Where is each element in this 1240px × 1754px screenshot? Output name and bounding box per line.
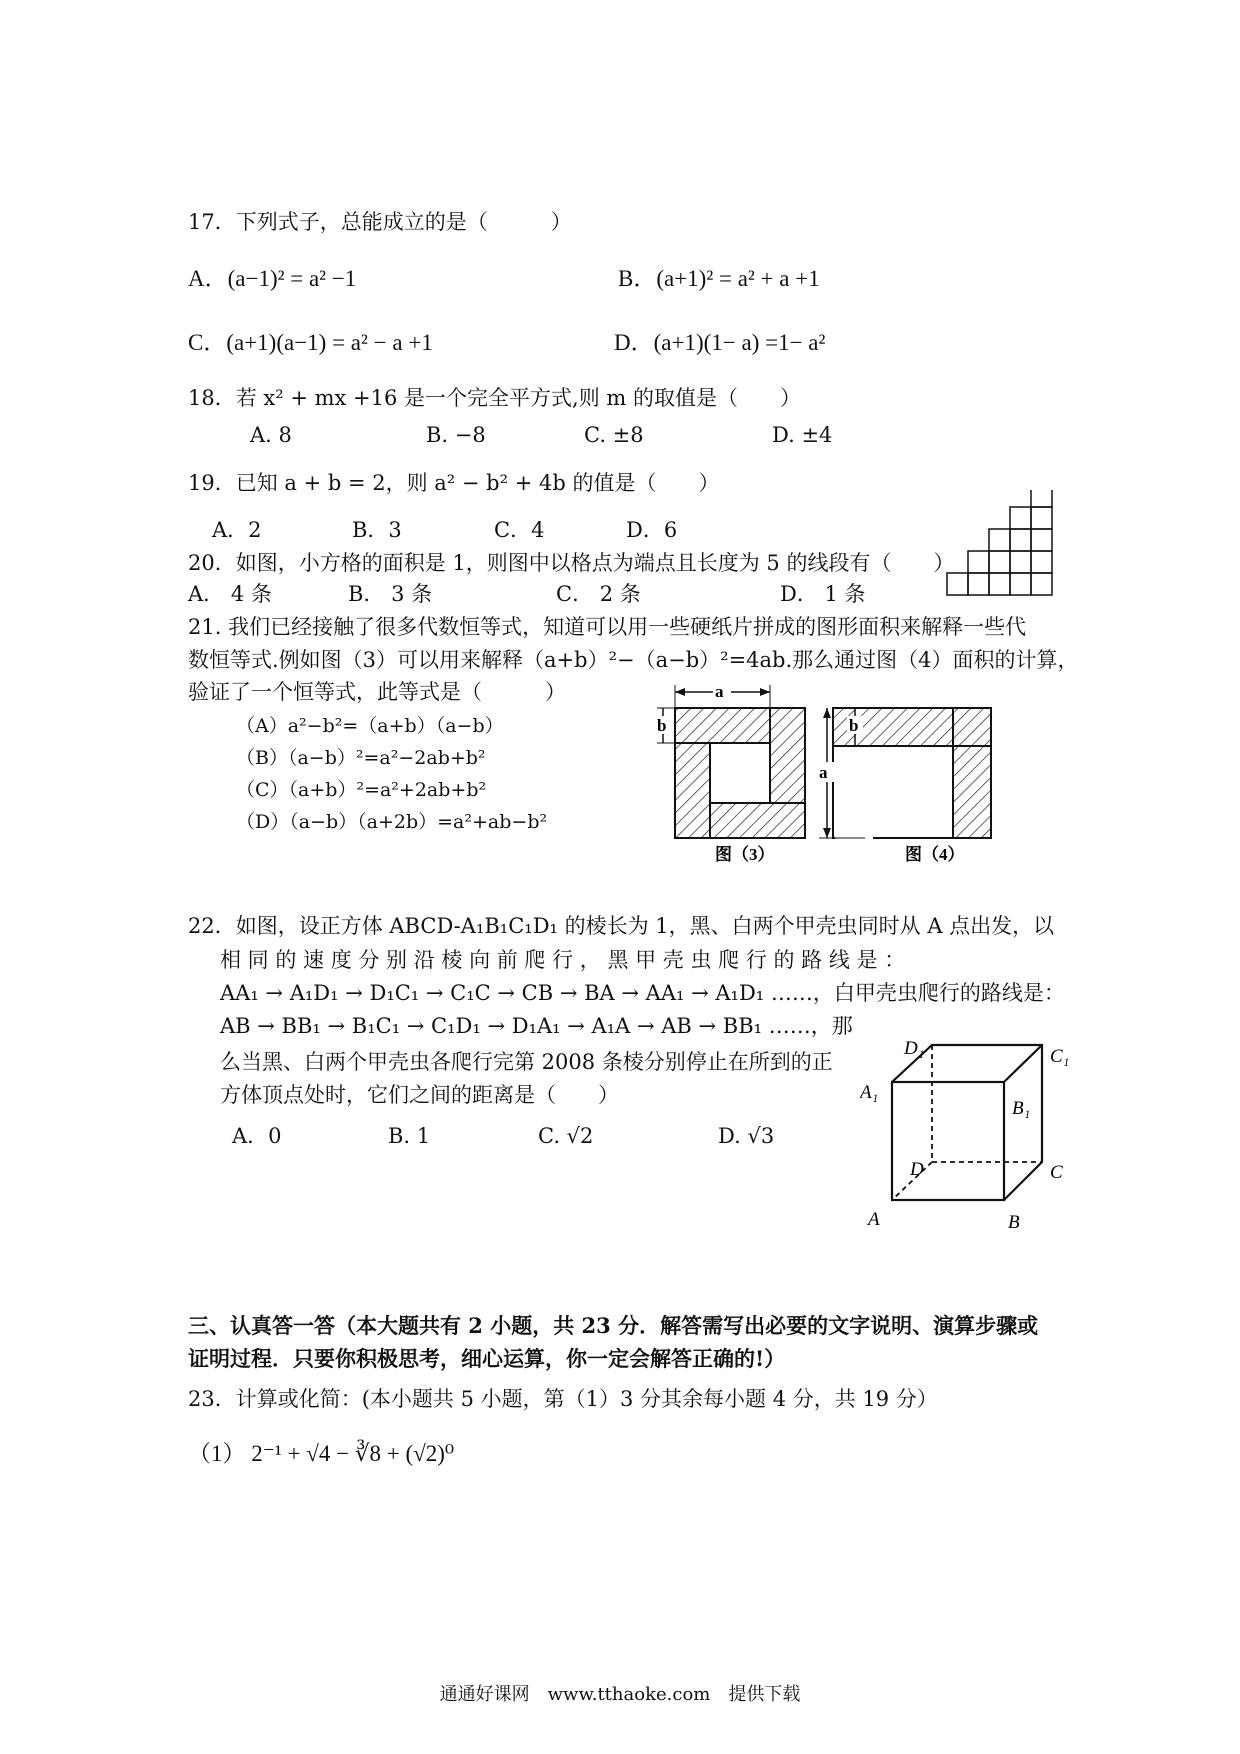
- q20-option-a: A． 4 条: [188, 582, 272, 606]
- q20-option-c: C． 2 条: [556, 582, 641, 606]
- fig3-label-b: b: [657, 716, 667, 735]
- q20-stem: 20．如图，小方格的面积是 1，则图中以格点为端点且长度为 5 的线段有（ ）: [188, 551, 955, 575]
- cube-label-a: A: [868, 1209, 880, 1230]
- q21-option-d: （D）（a−b）（a+2b）=a²+ab−b²: [236, 811, 548, 833]
- q18-option-a: A. 8: [250, 423, 292, 447]
- q22-line-5: 么当黑、白两个甲壳虫各爬行完第 2008 条棱分别停止在所到的正: [220, 1050, 833, 1074]
- q19-stem: 19．已知 a + b = 2，则 a² − b² + 4b 的值是（ ）: [188, 471, 720, 495]
- figure-4: [819, 708, 991, 840]
- q21-figures: [655, 680, 1000, 865]
- q19-option-b: B．3: [352, 518, 402, 542]
- q21-option-c: （C）（a+b）²=a²+2ab+b²: [236, 779, 487, 801]
- q22-line-2: 相 同 的 速 度 分 别 沿 棱 向 前 爬 行 ， 黑 甲 壳 虫 爬 行 的 路 线 是 ：: [220, 948, 906, 972]
- cube-label-d: D: [910, 1159, 924, 1180]
- q20-grid-figure: [945, 490, 1057, 600]
- q19-option-a: A．2: [212, 518, 262, 542]
- q19-option-c: C．4: [494, 518, 545, 542]
- q18-option-d: D. ±4: [772, 423, 833, 447]
- q18-stem: 18．若 x² + mx +16 是一个完全平方式,则 m 的取值是（ ）: [188, 386, 801, 410]
- q22-line-1: 22．如图，设正方体 ABCD-A₁B₁C₁D₁ 的棱长为 1，黑、白两个甲壳虫同时从 A 点出发，以: [188, 914, 1055, 938]
- q17-stem: 17．下列式子，总能成立的是（ ）: [188, 210, 572, 234]
- q22-line-4: AB → BB₁ → B₁C₁ → C₁D₁ → D₁A₁ → A₁A → AB → BB₁ ……，那: [220, 1014, 853, 1038]
- q21-line-2: 数恒等式.例如图（3）可以用来解释（a+b）²−（a−b）²=4ab.那么通过图（4）面积的计算，: [188, 648, 1079, 672]
- q21-option-a: （A）a²−b²=（a+b）（a−b）: [236, 715, 504, 737]
- q22-option-d: D. √3: [718, 1124, 775, 1148]
- fig4-label-b: b: [849, 716, 859, 735]
- fig4-label-a: a: [819, 763, 828, 782]
- cube-label-b: B: [1008, 1212, 1020, 1233]
- q17-option-d: D．(a+1)(1− a) =1− a²: [614, 330, 826, 355]
- q21-line-3: 验证了一个恒等式，此等式是（ ）: [188, 680, 566, 704]
- fig3-caption: 图（3）: [715, 845, 775, 864]
- fig4-caption: 图（4）: [905, 845, 965, 864]
- q17-option-a: A．(a−1)² = a² −1: [188, 266, 357, 291]
- q20-option-d: D． 1 条: [780, 582, 866, 606]
- figure-3: [657, 685, 805, 838]
- cube-label-c: C: [1050, 1162, 1063, 1183]
- q20-option-b: B． 3 条: [348, 582, 433, 606]
- cube-label-d1: D₁: [904, 1040, 925, 1059]
- q22-line-3: AA₁ → A₁D₁ → D₁C₁ → C₁C → CB → BA → AA₁ → A₁D₁ ……，白甲壳虫爬行的路线是：: [220, 981, 1065, 1005]
- q22-option-b: B. 1: [388, 1124, 431, 1148]
- cube-label-a1: A₁: [860, 1082, 879, 1103]
- q18-option-c: C. ±8: [584, 423, 644, 447]
- q21-option-b: （B）（a−b）²=a²−2ab+b²: [236, 747, 486, 769]
- q22-line-6: 方体顶点处时，它们之间的距离是（ ）: [220, 1083, 619, 1107]
- q19-option-d: D．6: [626, 518, 678, 542]
- q22-option-c: C. √2: [538, 1124, 594, 1148]
- fig3-label-a: a: [715, 682, 724, 701]
- cube-label-c1: C₁: [1050, 1046, 1070, 1067]
- q22-option-a: A．0: [232, 1124, 282, 1148]
- page-footer: 通通好课网 www.tthaoke.com 提供下载: [439, 1684, 801, 1705]
- q17-option-c: C．(a+1)(a−1) = a² − a +1: [188, 330, 433, 355]
- section3-heading-line-2: 证明过程．只要你积极思考，细心运算，你一定会解答正确的!）: [188, 1346, 786, 1371]
- q23-stem: 23．计算或化简：(本小题共 5 小题，第（1）3 分其余每小题 4 分，共 19 分）: [188, 1387, 938, 1411]
- cube-label-b1: B₁: [1012, 1098, 1031, 1119]
- q17-option-b: B．(a+1)² = a² + a +1: [618, 266, 820, 291]
- q23-part-1: （1） 2⁻¹ + √4 − ∛8 + (√2)⁰: [188, 1441, 455, 1466]
- q18-option-b: B. −8: [426, 423, 486, 447]
- q21-line-1: 21. 我们已经接触了很多代数恒等式，知道可以用一些硬纸片拼成的图形面积来解释一些代: [188, 615, 1027, 639]
- section3-heading-line-1: 三、认真答一答（本大题共有 2 小题，共 23 分．解答需写出必要的文字说明、演算步骤或: [188, 1313, 1039, 1338]
- q22-cube-figure: [860, 1040, 1080, 1240]
